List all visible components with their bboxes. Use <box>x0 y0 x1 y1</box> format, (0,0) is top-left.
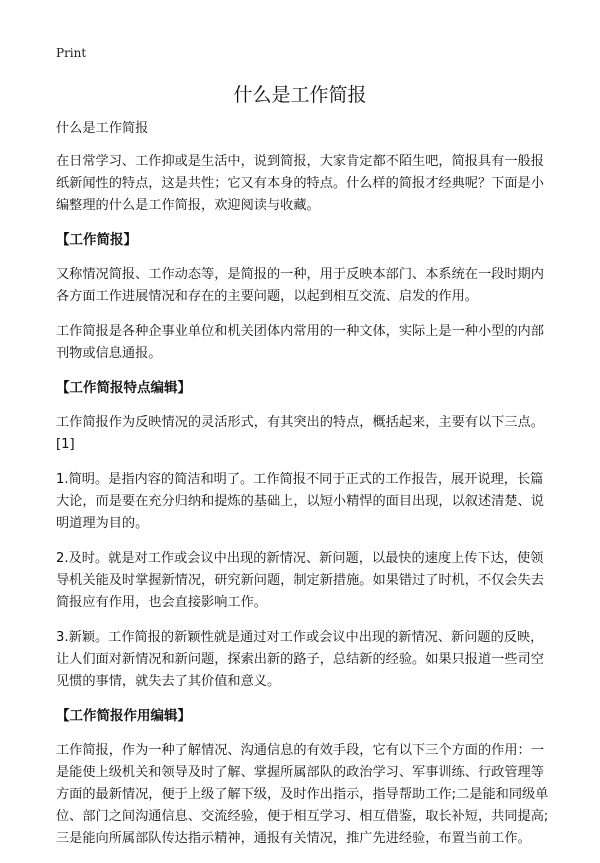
intro-paragraph: 在日常学习、工作抑或是生活中，说到简报，大家肯定都不陌生吧，简报具有一般报纸新闻性的特点，这是共性；它又有本身的特点。什么样的简报才经典呢？下面是小编整理的什么是工作简报，欢迎阅读与收藏。 <box>56 154 544 213</box>
section-2-paragraph-3: 2.及时。就是对工作或会议中出现的新情况、新问题，以最快的速度上传下达，使领导机关能及时掌握新情况，研究新问题，制定新措施。如果错过了时机，不仅会失去简报应有作用，也会直接影响工作。 <box>56 551 544 610</box>
section-3-paragraph-1: 工作简报，作为一种了解情况、沟通信息的有效手段，它有以下三个方面的作用：一是能使上级机关和领导及时了解、掌握所属部队的政治学习、军事训练、行政管理等方面的最新情况，便于上级了解下级，及时作出指示，指导帮助工作;二是能和同级单位、部门之间沟通信息、交流经验，便于相互学习、相互借鉴，取长补短，共同提高;三是能向所属部队传达指示精神，通报有关情况，推广先进经验，布置当前工作。 <box>56 743 549 846</box>
section-1-paragraph-1: 又称情况简报、工作动态等，是简报的一种，用于反映本部门、本系统在一段时期内各方面工作进展情况和存在的主要问题，以起到相互交流、启发的作用。 <box>56 267 544 304</box>
section-2-paragraph-1: 工作简报作为反映情况的灵活形式，有其突出的特点，概括起来，主要有以下三点。[1] <box>56 415 544 452</box>
article-body <box>56 118 550 863</box>
section-1-paragraph-2: 工作简报是各种企事业单位和机关团体内常用的一种文体，实际上是一种小型的内部刊物或信息通报。 <box>56 324 544 361</box>
section-2-paragraph-4: 3.新颖。工作简报的新颖性就是通过对工作或会议中出现的新情况、新问题的反映，让人们面对新情况和新问题，探索出新的路子，总结新的经验。如果只报道一些司空见惯的事情，就失去了其价值和意义。 <box>56 630 544 689</box>
article-subtitle: 什么是工作简报 <box>56 121 149 136</box>
page-title: 什么是工作简报 <box>233 84 367 106</box>
print-link[interactable]: Print <box>56 46 87 60</box>
section-heading-functions: 【工作简报作用编辑】 <box>56 708 191 724</box>
section-heading-characteristics: 【工作简报特点编辑】 <box>56 380 191 396</box>
section-heading-work-briefing: 【工作简报】 <box>56 232 137 248</box>
section-2-paragraph-2: 1.简明。是指内容的简洁和明了。工作简报不同于正式的工作报告，展开说理，长篇大论，而是要在充分归纳和提炼的基础上，以短小精悍的面目出现，以叙述清楚、说明道理为目的。 <box>56 472 544 531</box>
